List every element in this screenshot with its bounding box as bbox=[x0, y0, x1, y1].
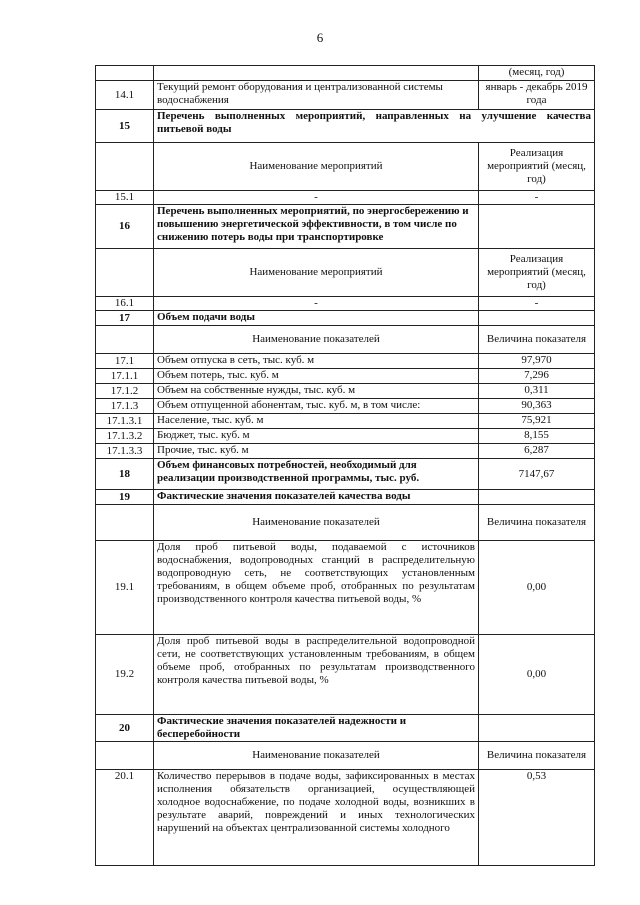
table-row bbox=[96, 444, 595, 459]
row-number: 20.1 bbox=[96, 770, 154, 866]
cell-value: 6,287 bbox=[479, 444, 595, 459]
table-cell bbox=[479, 205, 595, 249]
column-header-name: Наименование показателей bbox=[154, 505, 479, 541]
table-row bbox=[96, 429, 595, 444]
table-cell bbox=[96, 326, 154, 354]
section-header-row bbox=[96, 311, 595, 326]
table-row bbox=[96, 414, 595, 429]
table-cell bbox=[479, 311, 595, 326]
section-number: 19 bbox=[96, 490, 154, 505]
table-row bbox=[96, 354, 595, 369]
section-header-row bbox=[96, 205, 595, 249]
row-text: Объем отпущенной абонентам, тыс. куб. м, в том числе: bbox=[154, 399, 479, 414]
cell-value: 75,921 bbox=[479, 414, 595, 429]
section-header-row bbox=[96, 110, 595, 143]
column-header-value: Величина показателя bbox=[479, 742, 595, 770]
row-text: Объем на собственные нужды, тыс. куб. м bbox=[154, 384, 479, 399]
column-header-row bbox=[96, 249, 595, 297]
row-text: Доля проб питьевой воды, подаваемой с источников водоснабжения, водопроводных станций в распределительную водопроводную сеть, не соответствующих установленным требованиям, в общем объеме проб, отобранных по результатам производственного контроля качества питьевой воды, % bbox=[154, 541, 479, 635]
table-row bbox=[96, 541, 595, 635]
column-header-value: Реализация мероприятий (месяц, год) bbox=[479, 143, 595, 191]
section-title: Фактические значения показателей надежности и бесперебойности bbox=[154, 715, 479, 742]
row-text: Доля проб питьевой воды в распределительной водопроводной сети, не соответствующих установленным требованиям, в общем объеме проб, отобранных по результатам производственного контроля качества питьевой воды, % bbox=[154, 635, 479, 715]
section-header-row bbox=[96, 715, 595, 742]
table-row bbox=[96, 384, 595, 399]
row-text: - bbox=[154, 191, 479, 205]
row-number: 19.1 bbox=[96, 541, 154, 635]
row-number: 17.1.3 bbox=[96, 399, 154, 414]
table-cell bbox=[96, 66, 154, 81]
cell-value: - bbox=[479, 191, 595, 205]
row-text: Объем потерь, тыс. куб. м bbox=[154, 369, 479, 384]
cell-value: 0,53 bbox=[479, 770, 595, 866]
section-number: 17 bbox=[96, 311, 154, 326]
cell-value: (месяц, год) bbox=[479, 66, 595, 81]
row-text: Объем отпуска в сеть, тыс. куб. м bbox=[154, 354, 479, 369]
column-header-name: Наименование мероприятий bbox=[154, 143, 479, 191]
row-text: - bbox=[154, 297, 479, 311]
row-number: 17.1 bbox=[96, 354, 154, 369]
row-number: 15.1 bbox=[96, 191, 154, 205]
row-number: 17.1.1 bbox=[96, 369, 154, 384]
row-number: 16.1 bbox=[96, 297, 154, 311]
column-header-row bbox=[96, 143, 595, 191]
production-program-table bbox=[95, 65, 595, 866]
column-header-value: Величина показателя bbox=[479, 326, 595, 354]
table-row bbox=[96, 770, 595, 866]
column-header-name: Наименование мероприятий bbox=[154, 249, 479, 297]
column-header-row bbox=[96, 505, 595, 541]
section-number: 18 bbox=[96, 459, 154, 490]
table-row bbox=[96, 297, 595, 311]
column-header-row bbox=[96, 326, 595, 354]
table-cell bbox=[479, 715, 595, 742]
table-cell bbox=[96, 143, 154, 191]
cell-value: 90,363 bbox=[479, 399, 595, 414]
table-cell bbox=[96, 249, 154, 297]
section-title: Перечень выполненных мероприятий, направленных на улучшение качества питьевой воды bbox=[154, 110, 595, 143]
row-number: 14.1 bbox=[96, 81, 154, 110]
table-row bbox=[96, 369, 595, 384]
section-number: 16 bbox=[96, 205, 154, 249]
row-number: 17.1.2 bbox=[96, 384, 154, 399]
section-title: Объем подачи воды bbox=[154, 311, 479, 326]
table-row bbox=[96, 66, 595, 81]
section-number: 20 bbox=[96, 715, 154, 742]
row-number: 17.1.3.2 bbox=[96, 429, 154, 444]
cell-value: - bbox=[479, 297, 595, 311]
row-text: Количество перерывов в подаче воды, зафиксированных в местах исполнения обязательств организацией, осуществляющей холодное водоснабжение, по подаче холодной воды, возникших в результате аварий, повреждений и иных технологических нарушений на объектах централизованной системы холодного bbox=[154, 770, 479, 866]
row-number: 17.1.3.1 bbox=[96, 414, 154, 429]
cell-value: 0,00 bbox=[479, 635, 595, 715]
section-title: Объем финансовых потребностей, необходимый для реализации производственной программы, тыс. руб. bbox=[154, 459, 479, 490]
table-cell bbox=[154, 66, 479, 81]
cell-value: 7147,67 bbox=[479, 459, 595, 490]
row-number: 19.2 bbox=[96, 635, 154, 715]
column-header-row bbox=[96, 742, 595, 770]
section-title: Фактические значения показателей качества воды bbox=[154, 490, 479, 505]
section-header-row bbox=[96, 459, 595, 490]
cell-value: январь - декабрь 2019 года bbox=[479, 81, 595, 110]
cell-value: 0,311 bbox=[479, 384, 595, 399]
page-number: 6 bbox=[316, 30, 324, 45]
column-header-name: Наименование показателей bbox=[154, 742, 479, 770]
section-title: Перечень выполненных мероприятий, по энергосбережению и повышению энергетической эффективности, в том числе по снижению потерь воды при транспортировке bbox=[154, 205, 479, 249]
column-header-value: Реализация мероприятий (месяц, год) bbox=[479, 249, 595, 297]
section-number: 15 bbox=[96, 110, 154, 143]
table-row bbox=[96, 635, 595, 715]
row-number: 17.1.3.3 bbox=[96, 444, 154, 459]
cell-value: 97,970 bbox=[479, 354, 595, 369]
cell-value: 7,296 bbox=[479, 369, 595, 384]
table-cell bbox=[96, 505, 154, 541]
column-header-name: Наименование показателей bbox=[154, 326, 479, 354]
cell-value: 0,00 bbox=[479, 541, 595, 635]
table-row bbox=[96, 81, 595, 110]
row-text: Текущий ремонт оборудования и централизованной системы водоснабжения bbox=[154, 81, 479, 110]
table-cell bbox=[479, 490, 595, 505]
row-text: Прочие, тыс. куб. м bbox=[154, 444, 479, 459]
row-text: Население, тыс. куб. м bbox=[154, 414, 479, 429]
column-header-value: Величина показателя bbox=[479, 505, 595, 541]
table-row bbox=[96, 191, 595, 205]
row-text: Бюджет, тыс. куб. м bbox=[154, 429, 479, 444]
table-cell bbox=[96, 742, 154, 770]
cell-value: 8,155 bbox=[479, 429, 595, 444]
section-header-row bbox=[96, 490, 595, 505]
table-row bbox=[96, 399, 595, 414]
